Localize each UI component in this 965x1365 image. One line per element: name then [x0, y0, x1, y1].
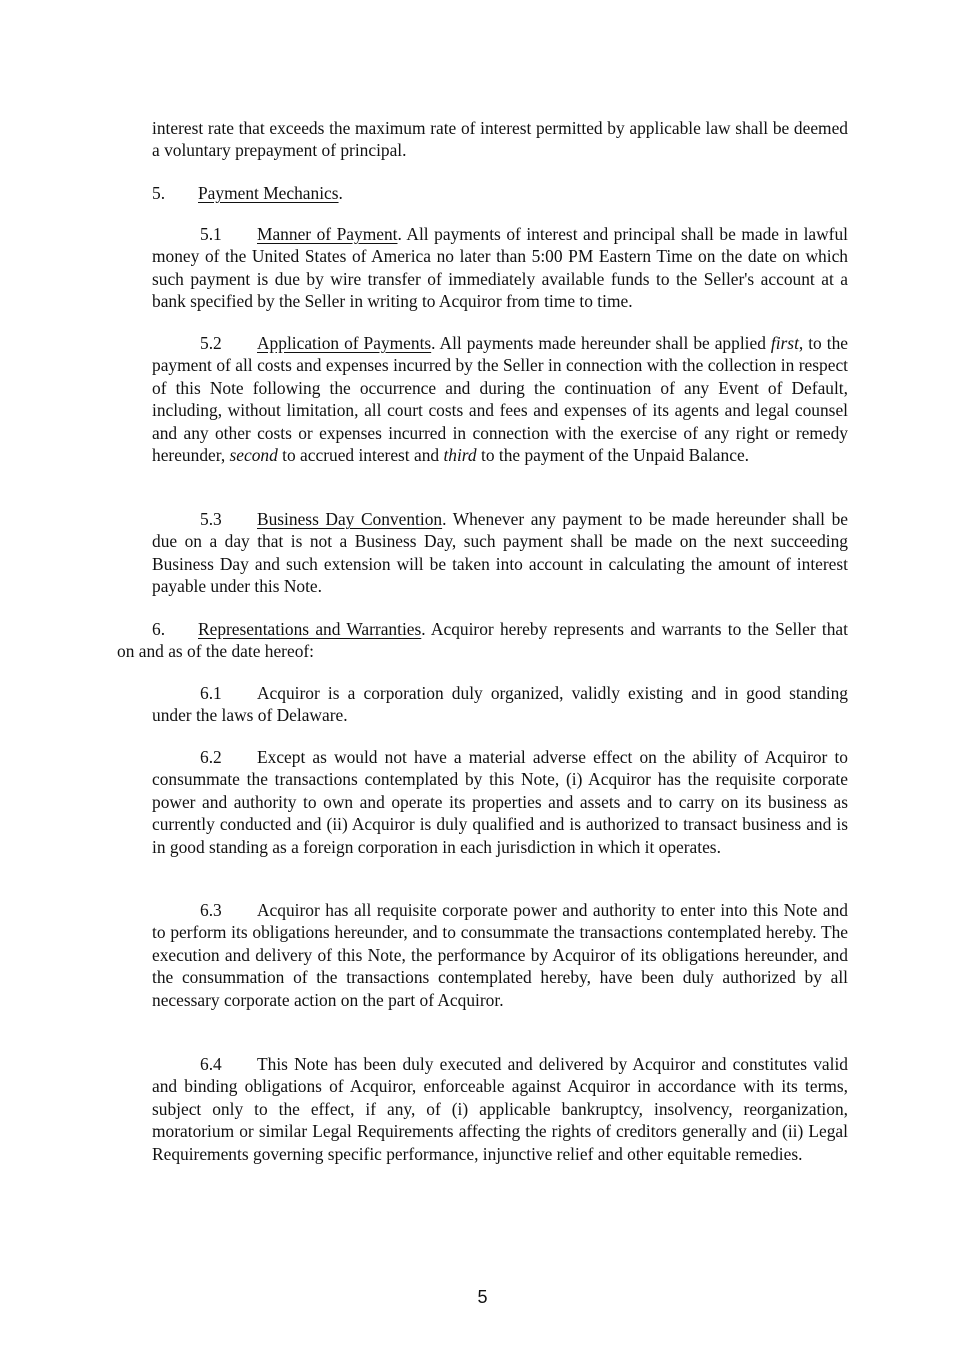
clause-number: 6.4 [200, 1054, 222, 1074]
continuation-paragraph: interest rate that exceeds the maximum rate of interest permitted by applicable law shall be deemed a voluntary prepayment of principal. [152, 118, 848, 161]
clause-6-1: 6.1 Acquiror is a corporation duly organized, validly existing and in good standing under the laws of Delaware. [152, 683, 848, 726]
clause-number: 5.3 [200, 509, 222, 529]
clause-number: 6.2 [200, 747, 222, 767]
clause-number: 6.3 [200, 900, 222, 920]
clause-number: 5.2 [200, 333, 222, 353]
clause-6-2: 6.2 Except as would not have a material adverse effect on the ability of Acquiror to consummate the transactions contemplated by this Note, (i) Acquiror has the requisite corporate power and authority to own and operate its properties and assets and to carry on its business as currently conducted and (ii) Acquiror is duly qualified and is authorized to transact business and is in good standing as a foreign corporation in each jurisdiction in which it operates. [152, 747, 848, 857]
clause-number: 5.1 [200, 224, 222, 244]
clause-6-4: 6.4 This Note has been duly executed and delivered by Acquiror and constitutes valid and binding obligations of Acquiror, enforceable against Acquiror in accordance with its terms, subject only to the effect, if any, of (i) applicable bankruptcy, insolvency, reorganization, moratorium or similar Legal Requirements affecting the rights of creditors generally and (ii) Legal Requirements governing specific performance, injunctive relief and other equitable remedies. [152, 1054, 848, 1164]
clause-5-1: 5.1 Manner of Payment. All payments of interest and principal shall be made in lawful money of the United States of America no later than 5:00 PM Eastern Time on the date on which such payment is due by wire transfer of immediately available funds to the Seller's account at a bank specified by the Seller in writing to Acquiror from time to time. [152, 224, 848, 312]
clause-title: Manner of Payment [257, 224, 398, 244]
clause-5-2: 5.2 Application of Payments. All payments made hereunder shall be applied first, to the payment of all costs and expenses incurred by the Seller in connection with the collection in respect of this Note following the occurrence and during the continuation of any Event of Default, including, without limitation, all court costs and fees and expenses of its agents and legal counsel and any other costs or expenses incurred in connection with the exercise of any right or remedy hereunder, second to accrued interest and third to the payment of the Unpaid Balance. [152, 333, 848, 466]
clause-6-3: 6.3 Acquiror has all requisite corporate power and authority to enter into this Note and to perform its obligations hereunder, and to consummate the transactions contemplated hereby. The execution and delivery of this Note, the performance by Acquiror of its obligations hereunder, and the consummation of the transactions contemplated hereby, have been duly authorized by all necessary corporate action on the part of Acquiror. [152, 900, 848, 1010]
section-6-heading: 6. Representations and Warranties. Acquiror hereby represents and warrants to the Seller that on and as of the date hereof: [117, 619, 848, 662]
section-number: 6. [152, 619, 166, 639]
section-number: 5. [152, 183, 166, 203]
section-title: Payment Mechanics [198, 183, 339, 203]
clause-title: Application of Payments [257, 333, 432, 353]
section-5-heading: 5. Payment Mechanics. [152, 183, 343, 203]
page-number: 5 [477, 1287, 488, 1307]
clause-number: 6.1 [200, 683, 222, 703]
clause-title: Business Day Convention [257, 509, 443, 529]
clause-5-3: 5.3 Business Day Convention. Whenever any payment to be made hereunder shall be due on a day that is not a Business Day, such payment shall be made on the next succeeding Business Day and such extension will be taken into account in calculating the amount of interest payable under this Note. [152, 509, 848, 597]
section-title: Representations and Warranties [198, 619, 422, 639]
